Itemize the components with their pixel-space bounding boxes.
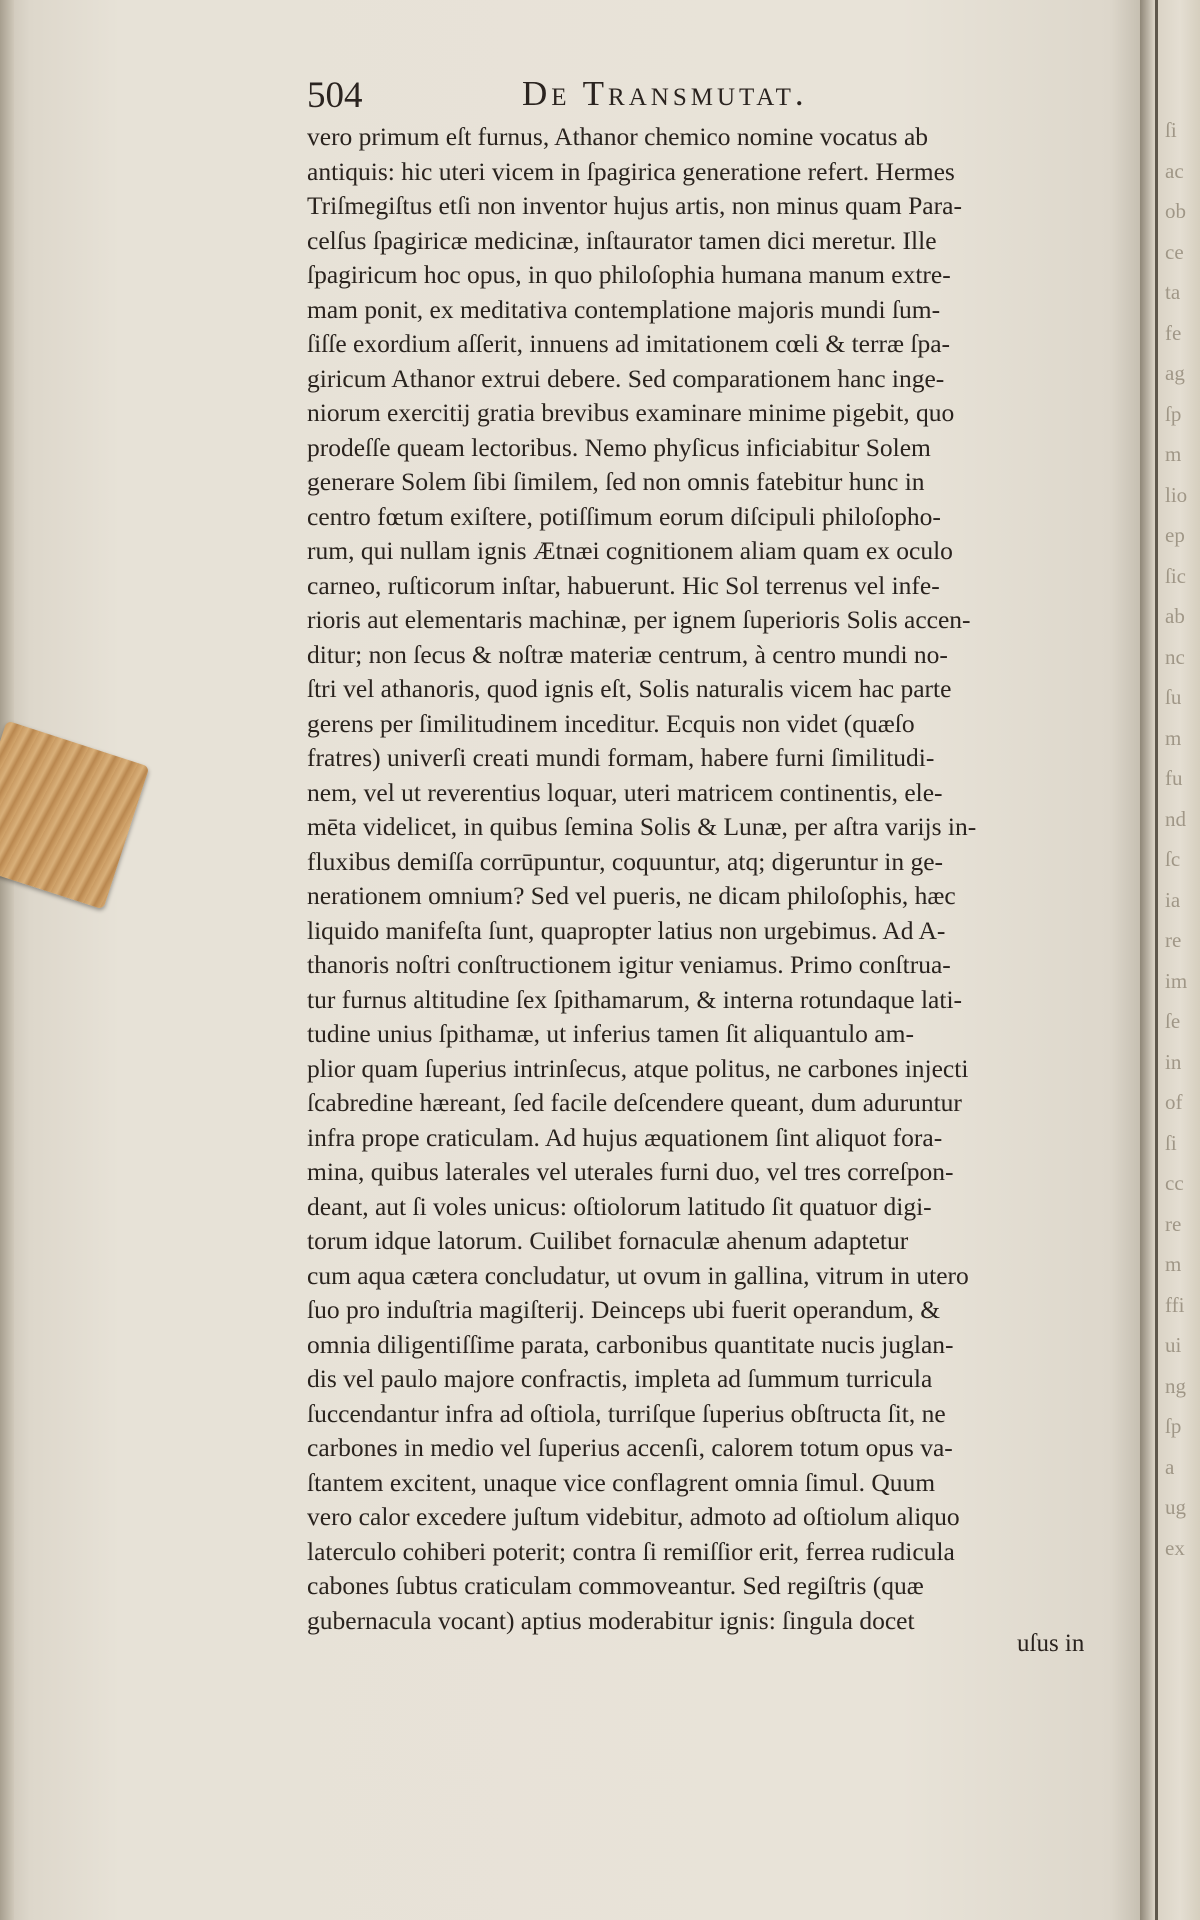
next-page-fragment: ob bbox=[1165, 199, 1186, 223]
text-line: torum idque latorum. Cuilibet fornaculæ ahenum adaptetur bbox=[307, 1226, 909, 1255]
text-line: prodeſſe queam lectoribus. Nemo phyſicus inficiabitur Solem bbox=[307, 432, 931, 462]
text-line: Triſmegiſtus etſi non inventor hujus artis, non minus quam Para- bbox=[307, 191, 962, 220]
next-page-fragment: in bbox=[1165, 1049, 1182, 1074]
next-page-fragment: of bbox=[1165, 1090, 1183, 1114]
text-line: gubernacula vocant) aptius moderabitur ignis: ſingula docet bbox=[307, 1605, 915, 1635]
text-line: mina, quibus laterales vel uterales furni duo, vel tres correſpon- bbox=[307, 1157, 954, 1186]
text-line: ſuccendantur infra ad oſtiola, turriſque ſuperius obſtructa ſit, ne bbox=[307, 1398, 946, 1428]
next-page-fragment: re bbox=[1165, 928, 1182, 952]
text-line: ſcabredine hæreant, ſed facile deſcendere queant, dum aduruntur bbox=[307, 1088, 962, 1117]
text-line: vero primum eſt furnus, Athanor chemico nomine vocatus ab bbox=[307, 122, 929, 151]
text-line: fluxibus demiſſa corrūpuntur, coquuntur, atq; digeruntur in ge- bbox=[307, 846, 944, 876]
next-page-fragment: ng bbox=[1165, 1373, 1186, 1398]
catchword: uſus in bbox=[1017, 1630, 1085, 1657]
next-page-fragment: ſu bbox=[1165, 685, 1182, 709]
text-line: celſus ſpagiricæ medicinæ, inſtaurator tamen dici meretur. Ille bbox=[307, 225, 937, 255]
text-line: centro fœtum exiſtere, potiſſimum eorum diſcipuli philoſopho- bbox=[307, 501, 941, 531]
next-page-fragment: ep bbox=[1165, 523, 1185, 547]
text-line: deant, aut ſi voles unicus: oſtiolorum latitudo ſit quatuor digi- bbox=[307, 1191, 932, 1221]
next-page-fragment: re bbox=[1165, 1211, 1182, 1236]
text-line: giricum Athanor extrui debere. Sed comparationem hanc inge- bbox=[307, 363, 945, 393]
text-line: mam ponit, ex meditativa contemplatione majoris mundi ſum- bbox=[307, 294, 941, 324]
next-page-fragment: m bbox=[1165, 725, 1182, 750]
text-line: ſuo pro induſtria magiſterij. Deinceps ubi fuerit operandum, & bbox=[307, 1295, 941, 1324]
text-line: nem, vel ut reverentius loquar, uteri matricem continentis, ele- bbox=[307, 777, 943, 807]
text-line: dis vel paulo majore confractis, impleta ad ſummum turricula bbox=[307, 1364, 933, 1393]
text-line: gerens per ſimilitudinem inceditur. Ecquis non videt (quæſo bbox=[307, 708, 915, 738]
next-page-fragment: ex bbox=[1165, 1535, 1185, 1560]
next-page-fragment: nd bbox=[1165, 806, 1186, 831]
gutter-line bbox=[1155, 0, 1158, 1920]
text-line: tudine unius ſpithamæ, ut inferius tamen ſit aliquantulo am- bbox=[307, 1019, 914, 1048]
text-line: niorum exercitij gratia brevibus examinare minime pigebit, quo bbox=[307, 398, 955, 427]
next-page-fragment: ſi bbox=[1165, 1130, 1177, 1155]
next-page-fragment: nc bbox=[1165, 644, 1185, 669]
next-page-fragment: fu bbox=[1165, 766, 1183, 790]
text-line: tur furnus altitudine ſex ſpithamarum, & interna rotundaque lati- bbox=[307, 984, 963, 1014]
next-page-fragment: ab bbox=[1165, 604, 1185, 628]
text-line: ſtantem excitent, unaque vice conflagrent omnia ſimul. Quum bbox=[307, 1467, 936, 1497]
text-line: generare Solem ſibi ſimilem, ſed non omnis fatebitur hunc in bbox=[307, 467, 925, 496]
text-line: thanoris noſtri conſtructionem igitur veniamus. Primo conſtrua- bbox=[307, 950, 951, 979]
next-page-fragment: lio bbox=[1165, 482, 1188, 507]
text-line: nerationem omnium? Sed vel pueris, ne dicam philoſophis, hæc bbox=[307, 881, 956, 910]
text-line: vero calor excedere juſtum videbitur, admoto ad oſtiolum aliquo bbox=[307, 1502, 960, 1531]
body-text bbox=[307, 120, 1102, 1638]
text-line: carbones in medio vel ſuperius accenſi, calorem totum opus va- bbox=[307, 1433, 953, 1462]
text-line: cum aqua cætera concludatur, ut ovum in gallina, vitrum in utero bbox=[307, 1260, 969, 1290]
next-page-fragment: fe bbox=[1165, 320, 1182, 345]
running-head: De Transmutat. bbox=[522, 74, 808, 113]
next-page-fragment: ce bbox=[1165, 239, 1184, 264]
next-page-fragment: ac bbox=[1165, 158, 1184, 183]
text-line: cabones ſubtus craticulam commoveantur. Sed regiſtris (quæ bbox=[307, 1571, 924, 1600]
next-page-fragment: im bbox=[1165, 968, 1188, 993]
next-page-fragment: ſe bbox=[1165, 1009, 1181, 1033]
text-line: mēta videlicet, in quibus ſemina Solis & Lunæ, per aſtra varijs in- bbox=[307, 812, 977, 841]
next-page-fragment: ſp bbox=[1165, 401, 1182, 426]
next-page-fragment: cc bbox=[1165, 1171, 1184, 1195]
next-page-fragment: ffi bbox=[1165, 1292, 1185, 1317]
next-page-fragment: m bbox=[1165, 1252, 1182, 1276]
next-page-fragment: ſp bbox=[1165, 1414, 1182, 1438]
text-line: ſtri vel athanoris, quod ignis eſt, Solis naturalis vicem hac parte bbox=[307, 674, 952, 703]
page-header bbox=[307, 72, 1167, 120]
next-page-fragment: a bbox=[1165, 1454, 1175, 1479]
text-line: rum, qui nullam ignis Ætnæi cognitionem aliam quam ex oculo bbox=[307, 536, 953, 565]
next-page-fragment: ug bbox=[1165, 1495, 1186, 1519]
next-page-fragment: ſi bbox=[1165, 118, 1177, 142]
text-line: plior quam ſuperius intrinſecus, atque politus, ne carbones injecti bbox=[307, 1053, 969, 1083]
text-line: fratres) univerſi creati mundi formam, habere furni ſimilitudi- bbox=[307, 743, 935, 772]
text-line: rioris aut elementaris machinæ, per ignem ſuperioris Solis accen- bbox=[307, 605, 971, 634]
next-page-text-fragments bbox=[1165, 110, 1200, 1568]
next-page-fragment: ta bbox=[1165, 280, 1181, 304]
page-number: 504 bbox=[307, 75, 363, 116]
text-line: omnia diligentiſſime parata, carbonibus quantitate nucis juglan- bbox=[307, 1329, 954, 1359]
next-page-fragment: ia bbox=[1165, 887, 1181, 912]
page-left-edge bbox=[0, 0, 14, 1920]
text-line: liquido manifeſta ſunt, quapropter latius non urgebimus. Ad A- bbox=[307, 915, 946, 945]
next-page-fragment: m bbox=[1165, 442, 1182, 466]
text-line: antiquis: hic uteri vicem in ſpagirica generatione refert. Hermes bbox=[307, 156, 955, 186]
text-line: carneo, ruſticorum inſtar, habuerunt. Hic Sol terrenus vel infe- bbox=[307, 570, 940, 600]
next-page-fragment: ui bbox=[1165, 1333, 1182, 1357]
text-line: laterculo cohiberi poterit; contra ſi remiſſior erit, ferrea rudicula bbox=[307, 1536, 955, 1566]
text-line: ſpagiricum hoc opus, in quo philoſophia humana manum extre- bbox=[307, 260, 951, 289]
next-page-fragment: ag bbox=[1165, 361, 1185, 385]
text-line: ſiſſe exordium aſſerit, innuens ad imitationem cœli & terræ ſpa- bbox=[307, 329, 951, 358]
next-page-fragment: ſc bbox=[1165, 847, 1181, 871]
next-page-fragment: ſic bbox=[1165, 563, 1186, 588]
text-line: ditur; non ſecus & noſtræ materiæ centrum, à centro mundi no- bbox=[307, 639, 948, 669]
text-line: infra prope craticulam. Ad hujus æquationem ſint aliquot fora- bbox=[307, 1122, 943, 1152]
